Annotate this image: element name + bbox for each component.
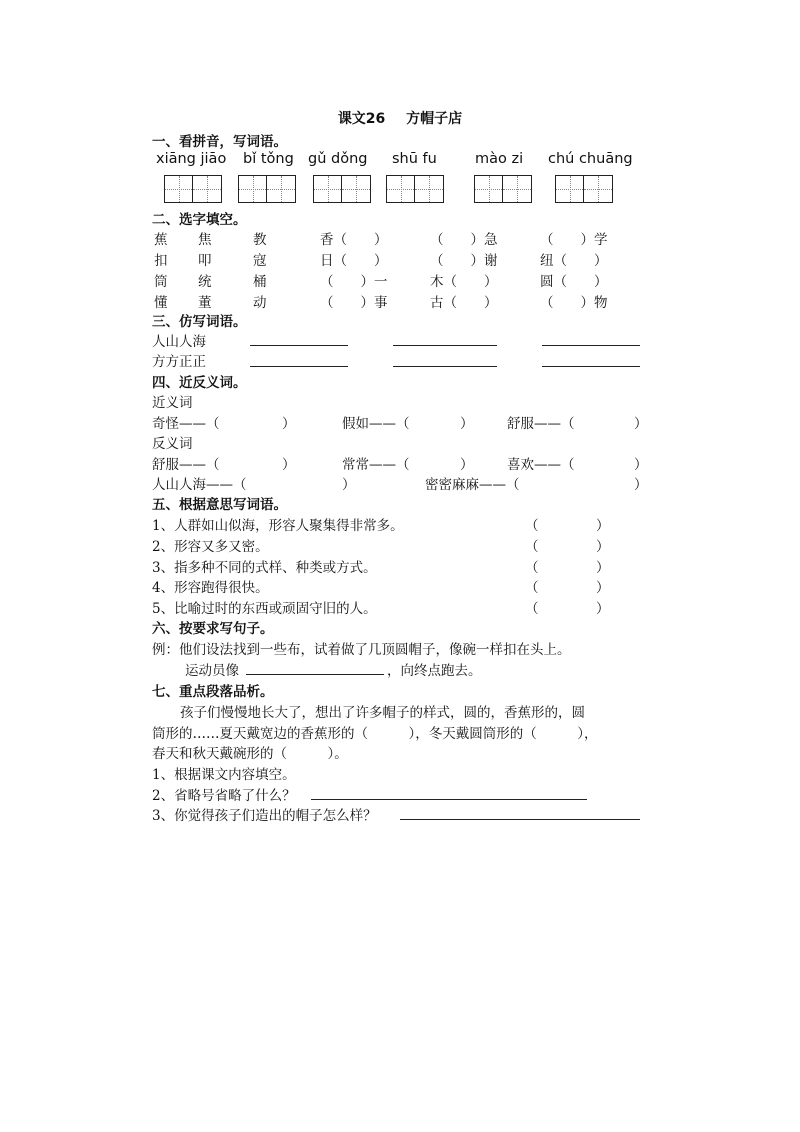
- answer-paren-open[interactable]: （: [525, 539, 539, 555]
- paren-close: ）: [282, 457, 296, 473]
- lesson-name: 方帽子店: [406, 111, 463, 127]
- pinyin-5: mào zi: [475, 151, 524, 167]
- pinyin-3: gǔ dǒng: [308, 151, 368, 167]
- answer-paren-close: ）: [596, 539, 610, 555]
- meaning-item-1: 1、人群如山似海，形容人聚集得非常多。: [152, 518, 404, 534]
- writing-grid-1[interactable]: [164, 175, 222, 203]
- char-option: 懂: [154, 295, 168, 311]
- imitate-word-2: 方方正正: [152, 354, 206, 370]
- antonym-4: 人山人海——（: [152, 477, 247, 493]
- writing-grid-3[interactable]: [313, 175, 371, 203]
- answer-paren-open[interactable]: （: [525, 601, 539, 617]
- fill-blank[interactable]: （ ）急: [430, 232, 498, 248]
- question-3-answer-line[interactable]: [400, 819, 640, 820]
- paren-close: ）: [634, 416, 648, 432]
- answer-line[interactable]: [393, 345, 497, 346]
- section-1-heading: 一、看拼音，写词语。: [152, 134, 287, 150]
- char-option: 焦: [198, 232, 212, 248]
- question-2: 2、省略号省略了什么？: [152, 788, 296, 804]
- char-option: 教: [253, 232, 267, 248]
- writing-grid-2[interactable]: [238, 175, 296, 203]
- meaning-item-5: 5、比喻过时的东西或顽固守旧的人。: [152, 601, 377, 617]
- section-6-heading: 六、按要求写句子。: [152, 621, 274, 637]
- answer-paren-open[interactable]: （: [525, 560, 539, 576]
- section-5-heading: 五、根据意思写词语。: [152, 497, 287, 513]
- section-4-heading: 四、近反义词。: [152, 375, 247, 391]
- synonym-label: 近义词: [152, 395, 193, 411]
- char-option: 筒: [154, 274, 168, 290]
- answer-line[interactable]: [542, 366, 640, 367]
- meaning-item-4: 4、形容跑得很快。: [152, 580, 269, 596]
- sentence-prompt-b: ，向终点跑去。: [387, 663, 482, 679]
- writing-grid-4[interactable]: [386, 175, 444, 203]
- char-option: 桶: [253, 274, 267, 290]
- answer-line[interactable]: [542, 345, 640, 346]
- sentence-answer-line[interactable]: [246, 674, 384, 675]
- writing-grid-6[interactable]: [555, 175, 613, 203]
- paragraph-line-3: 春天和秋天戴碗形的（ ）。: [152, 746, 348, 762]
- paren-close: ）: [460, 416, 474, 432]
- section-7-heading: 七、重点段落品析。: [152, 684, 274, 700]
- char-option: 寇: [253, 253, 267, 269]
- page-title: [0, 108, 800, 128]
- question-3: 3、你觉得孩子们造出的帽子怎么样？: [152, 808, 377, 824]
- pinyin-2: bǐ tǒng: [243, 151, 294, 167]
- paren-close: ）: [634, 477, 648, 493]
- question-1: 1、根据课文内容填空。: [152, 767, 296, 783]
- answer-line[interactable]: [393, 366, 497, 367]
- synonym-3: 舒服——（: [507, 416, 575, 432]
- pinyin-1: xiāng jiāo: [156, 151, 227, 167]
- example-sentence: 例：他们设法找到一些布，试着做了几顶圆帽子，像碗一样扣在头上。: [152, 642, 571, 658]
- fill-blank[interactable]: （ ）事: [320, 295, 388, 311]
- synonym-1: 奇怪——（: [152, 416, 220, 432]
- fill-blank[interactable]: 日（ ）: [320, 253, 388, 269]
- fill-blank[interactable]: 木（ ）: [430, 274, 498, 290]
- paren-close: ）: [342, 477, 356, 493]
- char-option: 动: [253, 295, 267, 311]
- fill-blank[interactable]: 圆（ ）: [540, 274, 608, 290]
- antonym-1: 舒服——（: [152, 457, 220, 473]
- sentence-prompt-a: 运动员像: [185, 663, 239, 679]
- fill-blank[interactable]: （ ）物: [540, 295, 608, 311]
- antonym-label: 反义词: [152, 436, 193, 452]
- paren-close: ）: [282, 416, 296, 432]
- answer-line[interactable]: [250, 345, 348, 346]
- fill-blank[interactable]: （ ）一: [320, 274, 388, 290]
- paren-close: ）: [634, 457, 648, 473]
- pinyin-6: chú chuāng: [548, 151, 633, 167]
- answer-paren-close: ）: [596, 518, 610, 534]
- char-option: 蕉: [154, 232, 168, 248]
- answer-paren-close: ）: [596, 560, 610, 576]
- question-2-answer-line[interactable]: [311, 799, 587, 800]
- answer-paren-close: ）: [596, 601, 610, 617]
- fill-blank[interactable]: 纽（ ）: [540, 253, 608, 269]
- writing-grid-5[interactable]: [474, 175, 532, 203]
- meaning-item-2: 2、形容又多又密。: [152, 539, 269, 555]
- pinyin-4: shū fu: [392, 151, 437, 167]
- lesson-number: 课文26: [337, 111, 386, 127]
- answer-paren-open[interactable]: （: [525, 580, 539, 596]
- char-option: 董: [198, 295, 212, 311]
- fill-blank[interactable]: （ ）学: [540, 232, 608, 248]
- paragraph-line-1: 孩子们慢慢地长大了，想出了许多帽子的样式，圆的，香蕉形的，圆: [180, 705, 585, 721]
- imitate-word-1: 人山人海: [152, 334, 206, 350]
- antonym-3: 喜欢——（: [507, 457, 575, 473]
- section-2-heading: 二、选字填空。: [152, 212, 247, 228]
- antonym-2: 常常——（: [342, 457, 410, 473]
- fill-blank[interactable]: （ ）谢: [430, 253, 498, 269]
- section-3-heading: 三、仿写词语。: [152, 314, 247, 330]
- synonym-2: 假如——（: [342, 416, 410, 432]
- paragraph-line-2: 筒形的……夏天戴宽边的香蕉形的（ ），冬天戴圆筒形的（ ），: [152, 726, 598, 742]
- char-option: 扣: [154, 253, 168, 269]
- fill-blank[interactable]: 古（ ）: [430, 295, 498, 311]
- antonym-5: 密密麻麻——（: [425, 477, 520, 493]
- answer-paren-open[interactable]: （: [525, 518, 539, 534]
- char-option: 统: [198, 274, 212, 290]
- paren-close: ）: [460, 457, 474, 473]
- fill-blank[interactable]: 香（ ）: [320, 232, 388, 248]
- char-option: 叩: [198, 253, 212, 269]
- answer-line[interactable]: [250, 366, 348, 367]
- meaning-item-3: 3、指多种不同的式样、种类或方式。: [152, 560, 377, 576]
- answer-paren-close: ）: [596, 580, 610, 596]
